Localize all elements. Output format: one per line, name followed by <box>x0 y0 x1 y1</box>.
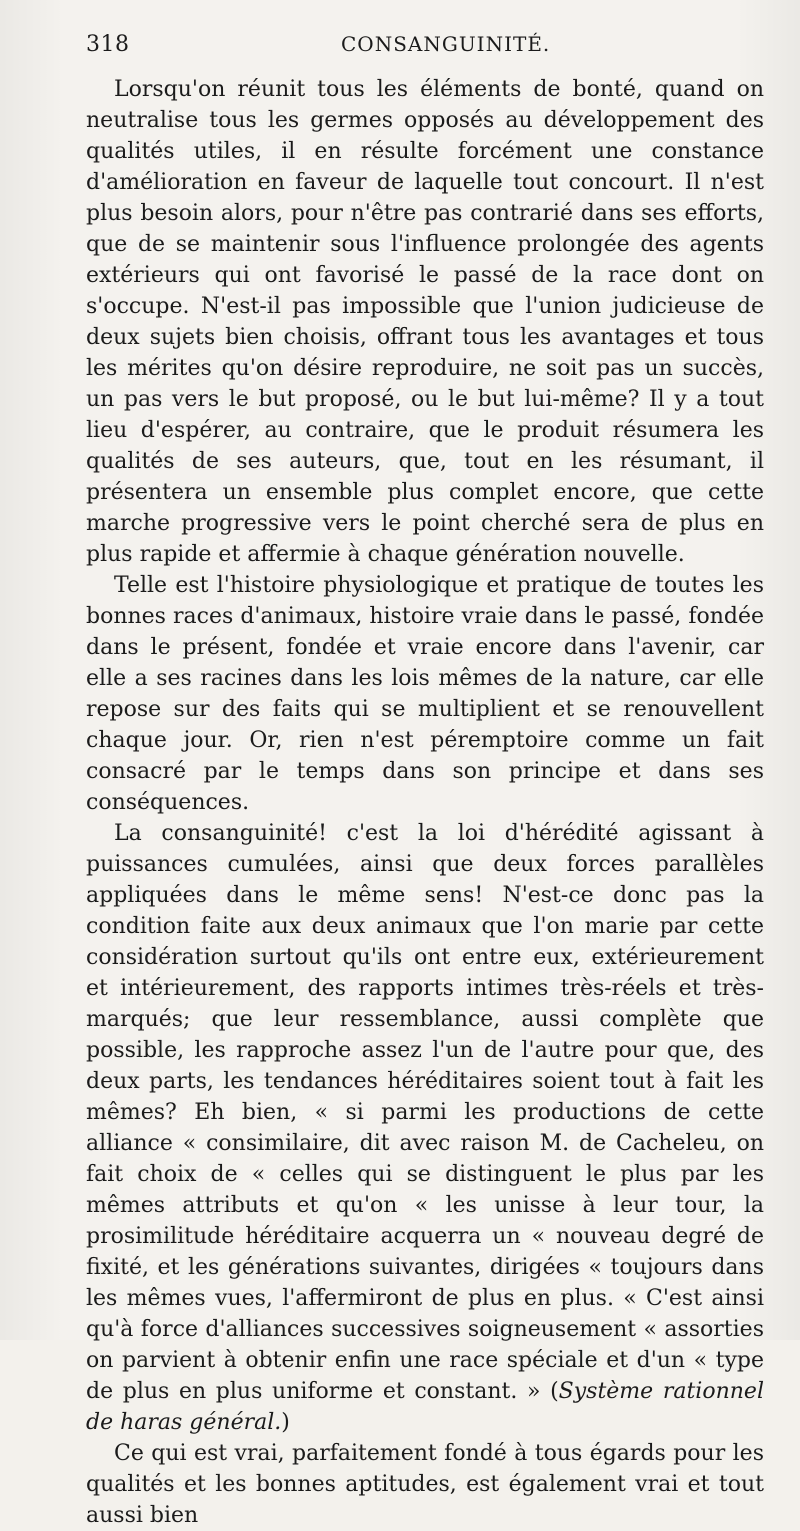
paragraph-3-text: La consanguinité! c'est la loi d'hérédité agissant à puissances cumulées, ainsi que deux forces parallèles appliquées dans le même sens! N'est-ce donc pas la condition faite aux deux animaux que l'on marie par cette considération surtout qu'ils ont entre eux, extérieurement et intérieurement, des rapports intimes très-réels et très-marqués; que leur ressemblance, aussi complète que possible, les rapproche assez l'un de l'autre pour que, des deux parts, les tendances héréditaires soient tout à fait les mêmes? Eh bien, « si parmi les productions de cette alliance « consimilaire, dit avec raison M. de Cacheleu, on fait choix de « celles qui se distinguent le plus par les mêmes attributs et qu'on « les unisse à leur tour, la prosimilitude héréditaire acquerra un « nouveau degré de fixité, et les générations suivantes, dirigées « toujours dans les mêmes vues, l'affermiront de plus en plus. « C'est ainsi qu'à force d'alliances successives soigneusement « assorties on parvient à obtenir enfin une race spéciale et d'un « type de plus en plus uniforme et constant. » ( <box>86 821 764 1404</box>
running-title: CONSANGUINITÉ. <box>341 32 551 56</box>
citation-close: ) <box>281 1410 290 1435</box>
paragraph-2: Telle est l'histoire physiologique et pratique de toutes les bonnes races d'animaux, histoire vraie dans le passé, fondée dans le présent, fondée et vraie encore dans l'avenir, car elle a ses racines dans les lois mêmes de la nature, car elle repose sur des faits qui se multiplient et se renouvellent chaque jour. Or, rien n'est péremptoire comme un fait consacré par le temps dans son principe et dans ses conséquences. <box>86 573 764 815</box>
paragraph-4: Ce qui est vrai, parfaitement fondé à tous égards pour les qualités et les bonnes aptitudes, est également vrai et tout aussi bien <box>86 1441 764 1528</box>
paragraph-1: Lorsqu'on réunit tous les éléments de bonté, quand on neutralise tous les germes opposés au développement des qualités utiles, il en résulte forcément une constance d'amélioration en faveur de laquelle tout concourt. Il n'est plus besoin alors, pour n'être pas contrarié dans ses efforts, que de se maintenir sous l'influence prolongée des agents extérieurs qui ont favorisé le passé de la race dont on s'occupe. N'est-il pas impossible que l'union judicieuse de deux sujets bien choisis, offrant tous les avantages et tous les mérites qu'on désire reproduire, ne soit pas un succès, un pas vers le but proposé, ou le but lui-même? Il y a tout lieu d'espérer, au contraire, que le produit résumera les qualités de ses auteurs, que, tout en les résumant, il présentera un ensemble plus complet encore, que cette marche progressive vers le point cherché sera de plus en plus rapide et affermie à chaque génération nouvelle. <box>86 77 764 567</box>
citation-title: Système rationnel de haras général. <box>86 1379 764 1435</box>
paragraph-3 <box>86 818 764 1438</box>
page-header <box>86 22 764 68</box>
body-text <box>86 74 764 1531</box>
page-number: 318 <box>86 32 130 57</box>
